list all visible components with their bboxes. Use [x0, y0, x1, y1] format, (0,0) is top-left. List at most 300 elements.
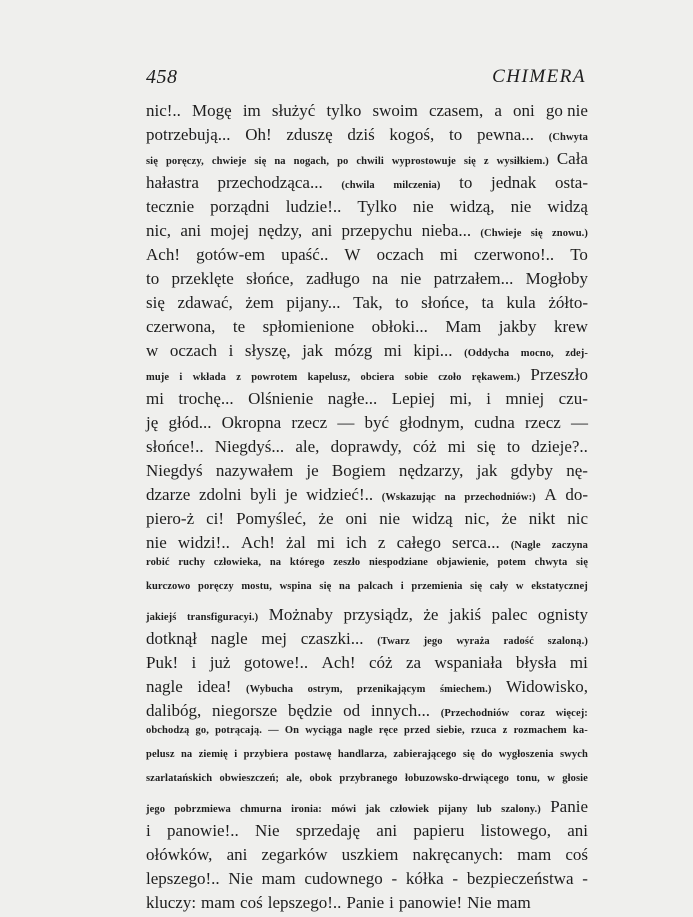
dialogue-word: ołówków,	[146, 845, 213, 864]
dialogue-word: Tak,	[353, 293, 383, 312]
dialogue-word: mam	[261, 869, 296, 888]
dialogue-word: nic,	[146, 221, 172, 240]
dialogue-word: czaszki...	[300, 629, 364, 648]
dialogue-word: mi	[383, 341, 402, 360]
stage-direction-word: chwyta	[534, 557, 568, 568]
dialogue-word: uszkiem	[341, 845, 399, 864]
stage-direction-word: na	[339, 581, 351, 592]
stage-direction-word: milczenia)	[393, 180, 441, 191]
dialogue-word: mi	[447, 437, 466, 456]
dialogue-word: dalibóg,	[146, 701, 202, 720]
dialogue-word: swoim	[372, 101, 418, 120]
stage-direction-word: z	[483, 156, 489, 167]
dialogue-word: upaść..	[281, 245, 329, 264]
stage-direction-word: powrotem	[251, 372, 298, 383]
dialogue-word: mniej	[505, 389, 545, 408]
text-line	[146, 269, 588, 293]
dialogue-word: jakby	[498, 317, 537, 336]
dialogue-word: lepszego!..	[267, 893, 342, 912]
stage-direction-word: sobie	[404, 372, 428, 383]
dialogue-word: kluczy:	[146, 893, 197, 912]
stage-direction-word: lub	[476, 804, 492, 815]
dialogue-word: ale,	[295, 437, 320, 456]
dialogue-word: panowie!..	[167, 821, 239, 840]
text-line	[146, 221, 588, 245]
stage-direction-word: szaloną.)	[547, 636, 588, 647]
stage-direction-word: znowu.)	[552, 228, 588, 239]
stage-direction-word: potrącają.	[215, 725, 262, 736]
dialogue-word: Mogę	[192, 101, 232, 120]
dialogue-word: widzi!..	[177, 533, 230, 552]
dialogue-word: za	[405, 653, 422, 672]
stage-direction-word: zabierającego	[393, 749, 457, 760]
text-line	[146, 149, 588, 173]
dialogue-word: coś	[240, 893, 263, 912]
dialogue-word: dziś	[347, 125, 375, 144]
stage-direction-word: (chwila	[341, 180, 375, 191]
dialogue-word: z	[377, 533, 386, 552]
dialogue-word: doprawdy,	[330, 437, 402, 456]
dialogue-word: papieru	[413, 821, 465, 840]
stage-direction-word: wyciąga	[305, 725, 343, 736]
stage-direction-word: (Chwyta	[548, 132, 588, 143]
dialogue-word: nie	[146, 533, 167, 552]
dialogue-word: tylko	[326, 101, 362, 120]
stage-direction-word: głosie	[562, 773, 588, 784]
dialogue-word: oni	[513, 101, 535, 120]
dialogue-word: tecznie	[146, 197, 195, 216]
dialogue-word: ci!	[206, 509, 225, 528]
stage-direction-word: (Twarz	[377, 636, 410, 647]
stage-direction-word: ruchy	[178, 557, 206, 568]
stage-direction-word: wyprostowuje	[391, 156, 456, 167]
dialogue-word: nazywałem	[215, 461, 294, 480]
dialogue-word: Oh!	[245, 125, 272, 144]
dialogue-word: trochę...	[178, 389, 234, 408]
stage-direction-word: ale,	[286, 773, 303, 784]
text-line	[146, 461, 588, 485]
dialogue-word: Lepiej	[391, 389, 436, 408]
dialogue-word: żółto-	[548, 293, 588, 312]
dialogue-word: czerwono!..	[473, 245, 555, 264]
dialogue-word: Mam	[445, 317, 482, 336]
stage-direction-word: przenikającym	[357, 684, 426, 695]
dialogue-word: dzieje?..	[531, 437, 588, 456]
dialogue-word: cóż	[368, 653, 393, 672]
dialogue-word: piero-ż	[146, 509, 195, 528]
dialogue-word: i	[146, 821, 151, 840]
dialogue-word: nie	[400, 269, 422, 288]
dialogue-word: Nie	[467, 893, 492, 912]
text-line	[146, 485, 588, 509]
dialogue-word: kogoś,	[389, 125, 435, 144]
dialogue-word: przepychu	[341, 221, 413, 240]
text-line	[146, 725, 588, 749]
dialogue-word: dotknął	[146, 629, 197, 648]
stage-direction-word: wkłada	[192, 372, 226, 383]
dialogue-word: słyszę,	[244, 341, 291, 360]
stage-direction-word: (Chwieje	[480, 228, 522, 239]
dialogue-word: przeklęte	[171, 269, 234, 288]
dialogue-word: to	[449, 125, 463, 144]
stage-direction-word: (Wskazując	[381, 492, 436, 503]
dialogue-word: jak	[302, 341, 323, 360]
dialogue-word: oczach	[169, 341, 218, 360]
text-line	[146, 101, 588, 125]
stage-direction-word: jego	[423, 636, 443, 647]
dialogue-word: pewna...	[476, 125, 535, 144]
stage-direction-word: rękawem.)	[471, 372, 521, 383]
dialogue-word: nędzarzy,	[398, 461, 464, 480]
text-line	[146, 317, 588, 341]
stage-direction-word: i	[400, 581, 404, 592]
stage-direction-word: ostrym,	[307, 684, 343, 695]
stage-direction-word: (Wybucha	[245, 684, 294, 695]
text-line	[146, 869, 588, 893]
stage-direction-word: kurczowo	[146, 581, 191, 592]
stage-direction-word: rozmachem	[513, 725, 567, 736]
dialogue-word: nę-	[566, 461, 588, 480]
dialogue-word: i	[389, 893, 394, 912]
stage-direction-word: którego	[289, 557, 325, 568]
stage-direction-word: pijany	[438, 804, 468, 815]
stage-direction-word: się	[254, 156, 267, 167]
dialogue-word: dzarze	[146, 485, 191, 504]
stage-direction-word: z	[236, 372, 241, 383]
dialogue-word: osta-	[554, 173, 588, 192]
dialogue-word: służyć	[271, 101, 316, 120]
text-line	[146, 197, 588, 221]
dialogue-word: jednak	[490, 173, 537, 192]
dialogue-word: te	[232, 317, 246, 336]
stage-direction-word: wygłoszenia	[498, 749, 554, 760]
dialogue-word: nędzy,	[258, 221, 303, 240]
stage-direction-word: rzuca	[470, 725, 497, 736]
dialogue-word: zduszę	[286, 125, 333, 144]
dialogue-word: czu-	[558, 389, 588, 408]
dialogue-word: a	[494, 101, 502, 120]
text-line	[146, 797, 588, 821]
dialogue-word: mojej	[210, 221, 250, 240]
stage-direction-word: się	[463, 156, 476, 167]
dialogue-word: —	[570, 413, 588, 432]
stage-direction-word: obciera	[360, 372, 395, 383]
text-line	[146, 341, 588, 365]
text-line	[146, 173, 588, 197]
dialogue-word: wspaniała	[434, 653, 503, 672]
dialogue-word: hałastra	[146, 173, 199, 192]
stage-direction-word: przemienia	[411, 581, 463, 592]
dialogue-word: już	[209, 653, 231, 672]
stage-direction-word: zdej-	[565, 348, 588, 359]
dialogue-word: kipi...	[413, 341, 453, 360]
dialogue-word: coś	[565, 845, 588, 864]
dialogue-word: nic!..	[146, 101, 181, 120]
dialogue-word: żem	[245, 293, 274, 312]
stage-direction-word: siebie,	[436, 725, 465, 736]
stage-direction-word: tonu,	[516, 773, 540, 784]
dialogue-word: Panie	[346, 893, 385, 912]
text-line	[146, 653, 588, 677]
stage-direction-word: pelusz	[146, 749, 175, 760]
stage-direction-word: On	[284, 725, 300, 736]
page-header	[146, 66, 586, 90]
stage-direction-word: ziemię	[198, 749, 228, 760]
stage-direction-word: mocno,	[520, 348, 554, 359]
dialogue-word: Niegdyś...	[214, 437, 285, 456]
dialogue-word: To	[570, 245, 588, 264]
dialogue-word: Przeszło	[530, 365, 588, 384]
dialogue-word: to	[459, 173, 473, 192]
dialogue-word: sprzedaję	[295, 821, 361, 840]
dialogue-word: mi	[569, 653, 588, 672]
stage-direction-word: niespodziane	[368, 557, 428, 568]
running-title: CHIMERA	[492, 66, 586, 87]
stage-direction-word: wspina	[279, 581, 312, 592]
dialogue-word: -	[391, 869, 398, 888]
dialogue-word: Panie	[550, 797, 588, 816]
dialogue-word: widzą	[412, 509, 453, 528]
dialogue-word: nie	[412, 197, 434, 216]
dialogue-word: kółka	[405, 869, 444, 888]
dialogue-word: i	[191, 653, 197, 672]
dialogue-word: nieba...	[421, 221, 472, 240]
dialogue-word: palec	[491, 605, 528, 624]
dialogue-word: mi	[439, 245, 458, 264]
dialogue-word: serca...	[452, 533, 500, 552]
stage-direction-word: przybranego	[339, 773, 398, 784]
stage-direction-word: się	[576, 557, 588, 568]
stage-direction-word: objawienie,	[436, 557, 489, 568]
stage-direction-word: przed	[404, 725, 431, 736]
stage-direction-word: robić	[146, 557, 170, 568]
stage-direction-word: —	[268, 725, 279, 736]
text-line	[146, 629, 588, 653]
text-line	[146, 845, 588, 869]
dialogue-word: zdawać,	[177, 293, 233, 312]
dialogue-word: Puk!	[146, 653, 179, 672]
dialogue-word: -	[452, 869, 459, 888]
stage-direction-word: obwieszczeń;	[219, 773, 279, 784]
dialogue-word: na	[372, 269, 389, 288]
dialogue-word: i	[486, 389, 491, 408]
stage-direction-word: cały	[489, 581, 509, 592]
stage-direction-word: szalony.)	[501, 804, 541, 815]
dialogue-word: jak	[476, 461, 498, 480]
stage-direction-word: kapelusz,	[307, 372, 351, 383]
dialogue-word: w	[146, 341, 159, 360]
dialogue-word: nie	[510, 197, 532, 216]
dialogue-word: błysła	[515, 653, 557, 672]
dialogue-word: je	[306, 461, 319, 480]
dialogue-word: patrzałem...	[433, 269, 514, 288]
stage-direction-word: przechodniów:)	[464, 492, 536, 503]
stage-direction-word: (Oddycha	[464, 348, 510, 359]
dialogue-word: Mogłoby	[525, 269, 588, 288]
dialogue-word: żal	[286, 533, 306, 552]
dialogue-word: bezpieczeństwa	[466, 869, 574, 888]
text-line	[146, 677, 588, 701]
dialogue-word: kula	[506, 293, 536, 312]
stage-direction-word: człowiek	[389, 804, 430, 815]
dialogue-word: ani	[311, 221, 333, 240]
stage-direction-word: się	[470, 581, 483, 592]
stage-direction-word: i	[179, 372, 183, 383]
dialogue-word: ta	[481, 293, 494, 312]
dialogue-word: im	[242, 101, 261, 120]
dialogue-word: rzecz	[291, 413, 328, 432]
dialogue-word: Nie	[228, 869, 253, 888]
dialogue-word: panowie!	[398, 893, 463, 912]
dialogue-word: gotów-em	[196, 245, 266, 264]
dialogue-word: ich	[346, 533, 367, 552]
stage-direction-word: po	[337, 156, 349, 167]
dialogue-word: i	[228, 341, 234, 360]
stage-direction-word: ka-	[572, 725, 588, 736]
stage-direction-word: na	[180, 749, 193, 760]
dialogue-word: idea!	[197, 677, 232, 696]
text-line	[146, 245, 588, 269]
dialogue-word: mej	[261, 629, 287, 648]
dialogue-word: cóż	[412, 437, 437, 456]
dialogue-word: będzie	[287, 701, 333, 720]
stage-direction-word: chwili	[356, 156, 384, 167]
dialogue-word: czasem,	[428, 101, 484, 120]
stage-direction-word: wyraża	[456, 636, 490, 647]
stage-direction-word: zeszło	[333, 557, 361, 568]
dialogue-word: się	[476, 437, 496, 456]
stage-direction-word: do	[481, 749, 493, 760]
dialogue-word: spłomienione	[262, 317, 355, 336]
stage-direction-word: transfiguracyi.)	[186, 612, 259, 623]
dialogue-word: porządni	[210, 197, 270, 216]
dialogue-word: pijany...	[286, 293, 341, 312]
dialogue-word: że	[501, 509, 517, 528]
stage-direction-word: swych	[560, 749, 588, 760]
text-line	[146, 749, 588, 773]
dialogue-word: Tylko	[357, 197, 397, 216]
stage-direction-word: ironia:	[291, 804, 322, 815]
text-line	[146, 365, 588, 389]
text-line	[146, 581, 588, 605]
stage-direction-word: ekstatycznej	[531, 581, 588, 592]
dialogue-word: przysiądz,	[343, 605, 413, 624]
dialogue-word: gotowe!..	[243, 653, 309, 672]
dialogue-word: głodnym,	[399, 413, 464, 432]
dialogue-word: nie	[379, 509, 401, 528]
dialogue-word: być	[364, 413, 390, 432]
dialogue-word: słońce,	[421, 293, 469, 312]
stage-direction-word: na	[269, 557, 282, 568]
dialogue-word: gdyby	[510, 461, 554, 480]
text-line	[146, 509, 588, 533]
dialogue-word: słońce,	[246, 269, 294, 288]
stage-direction-word: mówi	[331, 804, 357, 815]
stage-direction-word: jak	[365, 804, 381, 815]
dialogue-word: obłoki...	[371, 317, 428, 336]
stage-direction-word: go,	[195, 725, 209, 736]
stage-direction-word: czoło	[438, 372, 462, 383]
stage-direction-word: obok	[309, 773, 333, 784]
dialogue-word: Cała	[556, 149, 588, 168]
dialogue-word: listowego,	[480, 821, 551, 840]
dialogue-word: słońce!..	[146, 437, 204, 456]
dialogue-word: od	[343, 701, 361, 720]
dialogue-word: —	[337, 413, 355, 432]
dialogue-word: Nie	[255, 821, 280, 840]
text-line	[146, 125, 588, 149]
dialogue-word: ani	[226, 845, 248, 864]
text-line	[146, 293, 588, 317]
stage-direction-word: na	[274, 156, 286, 167]
text-line	[146, 557, 588, 581]
stage-direction-word: palcach	[357, 581, 394, 592]
dialogue-word: to	[506, 437, 521, 456]
dialogue-word: mi	[146, 389, 164, 408]
stage-direction-word: śmiechem.)	[440, 684, 492, 695]
stage-direction-word: się	[319, 581, 332, 592]
stage-direction-word: na	[444, 492, 456, 503]
text-line	[146, 821, 588, 845]
text-line	[146, 701, 588, 725]
stage-direction-word: poręczy	[198, 581, 234, 592]
text-line	[146, 533, 588, 557]
dialogue-word: A	[544, 485, 557, 504]
stage-direction-word: obchodzą	[146, 725, 190, 736]
dialogue-word: Ach!	[146, 245, 180, 264]
stage-direction-word: chwieje	[211, 156, 247, 167]
stage-direction-word: mostu,	[241, 581, 272, 592]
dialogue-word: to	[395, 293, 409, 312]
dialogue-word: rzecz	[524, 413, 561, 432]
stage-direction-word: ręce	[378, 725, 398, 736]
stage-direction-word: poręczy,	[165, 156, 204, 167]
dialogue-word: mam	[496, 893, 531, 912]
dialogue-word: Olśnienie	[248, 389, 314, 408]
dialogue-word: Okropna	[221, 413, 282, 432]
stage-direction-word: się	[146, 156, 158, 167]
stage-direction-word: handlarza,	[337, 749, 388, 760]
dialogue-word: Niegdyś	[146, 461, 203, 480]
dialogue-word: nic	[567, 509, 588, 528]
text-line	[146, 413, 588, 437]
dialogue-word: Ach!	[321, 653, 356, 672]
body-text	[146, 101, 588, 917]
stage-direction-word: przybiera	[243, 749, 289, 760]
stage-direction-word: potem	[497, 557, 526, 568]
dialogue-word: ludzie!..	[285, 197, 342, 216]
dialogue-word: W	[344, 245, 361, 264]
dialogue-word: -	[582, 869, 588, 888]
dialogue-word: widzą	[547, 197, 588, 216]
dialogue-word: zegarków	[261, 845, 328, 864]
dialogue-word: mam	[517, 845, 552, 864]
stage-direction-word: zaczyna	[551, 540, 588, 551]
dialogue-word: mózg	[334, 341, 373, 360]
text-line	[146, 605, 588, 629]
dialogue-word: nagle	[146, 677, 183, 696]
dialogue-word: lepszego!..	[146, 869, 220, 888]
dialogue-word: cudownego	[304, 869, 383, 888]
text-line	[146, 893, 588, 917]
stage-direction-word: jego	[146, 804, 166, 815]
stage-direction-word: nagle	[348, 725, 373, 736]
stage-direction-word: chmurna	[240, 804, 282, 815]
stage-direction-word: więcej:	[555, 708, 588, 719]
stage-direction-word: (Nagle	[510, 540, 541, 551]
dialogue-word: innych...	[370, 701, 430, 720]
dialogue-word: cudna	[474, 413, 515, 432]
